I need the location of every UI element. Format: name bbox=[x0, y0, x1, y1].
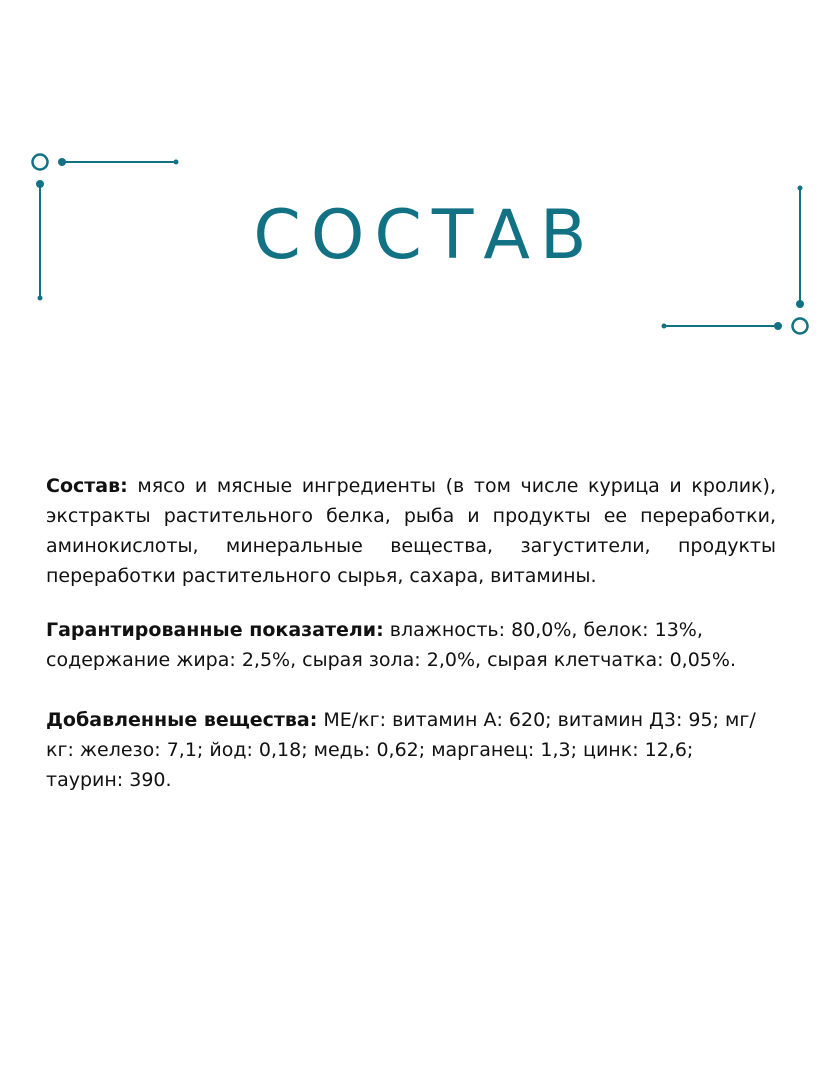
additives-paragraph bbox=[46, 705, 776, 795]
page-title: СОСТАВ bbox=[253, 196, 597, 275]
guaranteed-analysis-section bbox=[46, 615, 776, 675]
composition-label: Состав: bbox=[46, 475, 128, 497]
composition-paragraph bbox=[46, 471, 776, 591]
dot-icon bbox=[662, 324, 667, 329]
dot-icon bbox=[38, 296, 43, 301]
composition-section bbox=[46, 471, 776, 591]
guaranteed-text: влажность: 80,0%, белок: 13%, содержание жира: 2,5%, сырая зола: 2,0%, сырая клетчатка: 0,05%. bbox=[46, 619, 736, 671]
additives-text: МЕ/кг: витамин А: 620; витамин Д3: 95; мг/кг: железо: 7,1; йод: 0,18; медь: 0,62; марганец: 1,3; цинк: 12,6; таурин: 390. bbox=[46, 709, 756, 791]
dot-icon bbox=[174, 160, 179, 165]
dot-icon bbox=[798, 186, 803, 191]
ring-icon bbox=[793, 319, 808, 334]
composition-text: мясо и мясные ингредиенты (в том числе курица и кролик), экстракты растительного белка, рыба и продукты ее переработки, аминокислоты, минеральные вещества, загустители, продукты переработки растительного сырья, сахара, витамины. bbox=[46, 475, 776, 587]
additives-section bbox=[46, 705, 776, 795]
guaranteed-label: Гарантированные показатели: bbox=[46, 619, 384, 641]
ring-icon bbox=[33, 155, 48, 170]
guaranteed-paragraph bbox=[46, 615, 776, 675]
additives-label: Добавленные вещества: bbox=[46, 709, 318, 731]
